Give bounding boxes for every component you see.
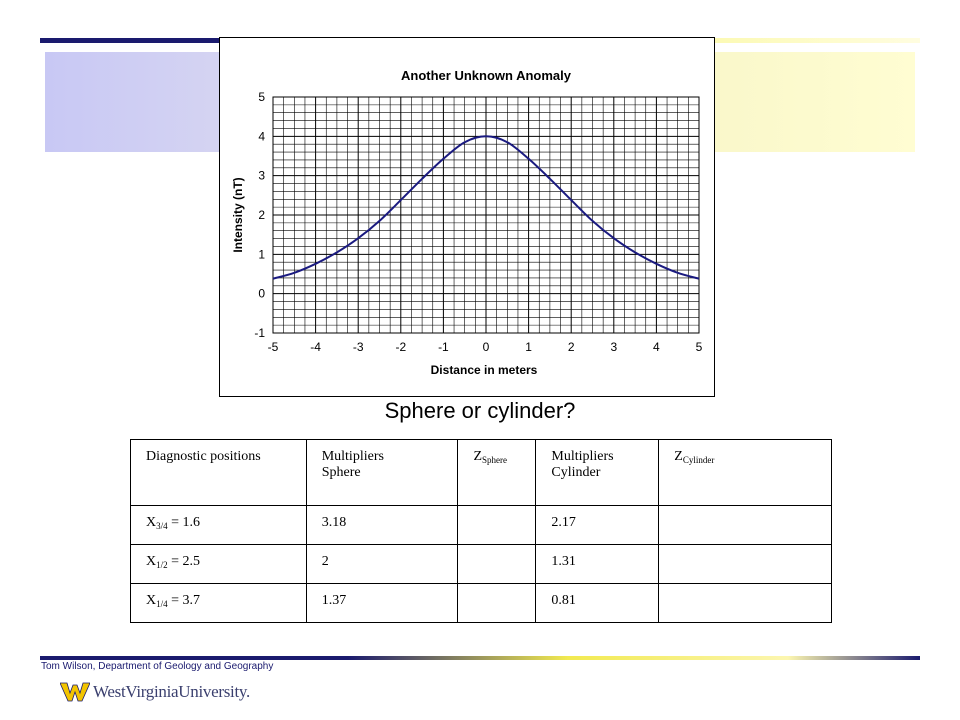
- header-diagnostic-positions: Diagnostic positions: [131, 440, 307, 506]
- chart-title: Another Unknown Anomaly: [401, 68, 571, 83]
- x-tick-label: -3: [352, 340, 364, 354]
- cell-multiplier-sphere: 3.18: [306, 506, 458, 545]
- chart-grid: [273, 97, 699, 333]
- x-tick-label: 1: [525, 340, 532, 354]
- anomaly-chart: [220, 38, 714, 396]
- table-header-row: [131, 440, 832, 506]
- chart-frame: [219, 37, 715, 397]
- table-row: [131, 584, 832, 623]
- caption: Sphere or cylinder?: [384, 398, 576, 423]
- x-axis-label: Distance in meters: [430, 363, 538, 377]
- x-tick-label: 3: [610, 340, 618, 354]
- x-tick-label: 4: [653, 340, 660, 354]
- x-tick-label: -1: [438, 340, 449, 354]
- cell-position: $X_{1/4} = 3.7$: [131, 584, 307, 623]
- x-tick-label: 5: [695, 340, 703, 354]
- y-tick-label: 4: [258, 129, 265, 144]
- y-tick-label: 3: [258, 168, 265, 183]
- cell-multiplier-sphere: 1.37: [306, 584, 458, 623]
- wvu-logo: [60, 677, 250, 707]
- cell-z-sphere: [458, 584, 536, 623]
- cell-z-cylinder: [659, 506, 832, 545]
- cell-z-cylinder: [659, 545, 832, 584]
- y-tick-label: 0: [258, 286, 265, 301]
- header-z-cylinder: $Z_{Cylinder}$: [659, 440, 832, 506]
- header-multipliers-cylinder: Multipliers Cylinder: [536, 440, 659, 506]
- footer-rule: [40, 656, 920, 660]
- cell-multiplier-cylinder: 2.17: [536, 506, 659, 545]
- y-axis-label: Intensity (nT): [231, 177, 245, 253]
- table-row: [131, 545, 832, 584]
- y-tick-label: 2: [258, 208, 265, 222]
- cell-position: $X_{1/2} = 2.5$: [131, 545, 307, 584]
- y-tick-label: 1: [258, 247, 265, 262]
- cell-multiplier-cylinder: 1.31: [536, 545, 659, 584]
- x-tick-label: 0: [482, 340, 490, 354]
- cell-position: $X_{3/4} = 1.6$: [131, 506, 307, 545]
- cell-z-sphere: [458, 545, 536, 584]
- x-tick-label: 2: [567, 340, 575, 354]
- footer-credit: Tom Wilson, Department of Geology and Geography: [41, 661, 274, 672]
- y-tick-label: 5: [258, 90, 265, 104]
- table-row: [131, 506, 832, 545]
- cell-multiplier-sphere: 2: [306, 545, 458, 584]
- header-z-sphere: $Z_{Sphere}$: [458, 440, 536, 506]
- x-tick-label: -2: [395, 340, 407, 354]
- header-multipliers-sphere: Multipliers Sphere: [306, 440, 458, 506]
- diagnostic-table: [130, 439, 832, 623]
- flying-wv-icon: [60, 681, 90, 703]
- cell-z-cylinder: [659, 584, 832, 623]
- y-tick-label: -1: [254, 326, 265, 340]
- tick-labels: [254, 90, 702, 354]
- cell-multiplier-cylinder: 0.81: [536, 584, 659, 623]
- x-tick-label: -4: [310, 340, 321, 354]
- x-tick-label: -5: [267, 340, 279, 354]
- cell-z-sphere: [458, 506, 536, 545]
- logo-wordmark: WestVirginiaUniversity.: [93, 682, 250, 701]
